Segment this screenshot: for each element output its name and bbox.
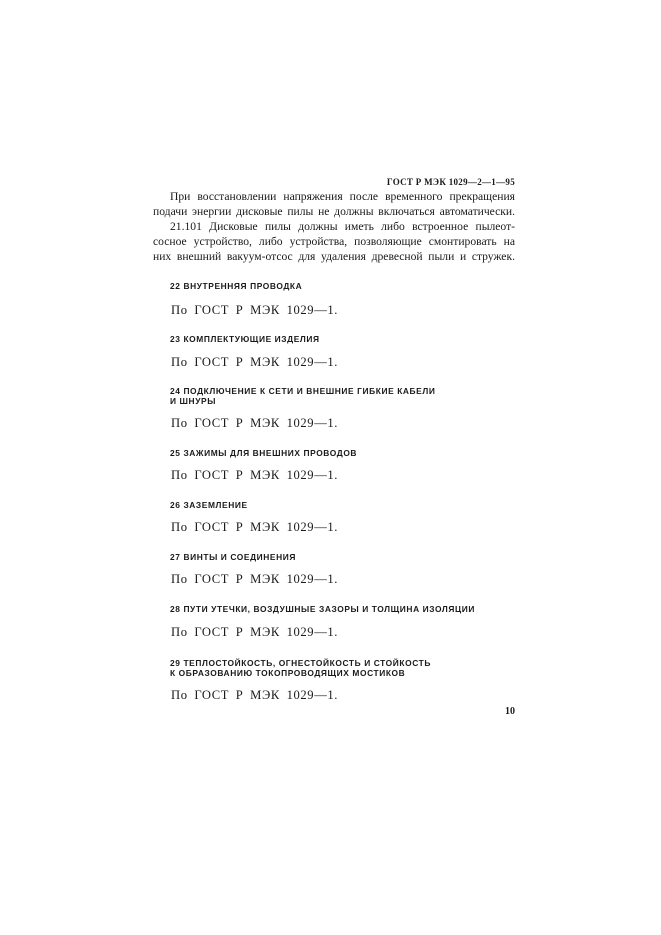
section-reference-29: По ГОСТ Р МЭК 1029—1. — [171, 688, 339, 702]
section-reference-25: По ГОСТ Р МЭК 1029—1. — [171, 468, 339, 482]
section-heading-27: 27 ВИНТЫ И СОЕДИНЕНИЯ — [170, 552, 296, 562]
section-reference-24: По ГОСТ Р МЭК 1029—1. — [171, 416, 339, 430]
section-heading-22: 22 ВНУТРЕННЯЯ ПРОВОДКА — [170, 281, 303, 291]
section-heading-25: 25 ЗАЖИМЫ ДЛЯ ВНЕШНИХ ПРОВОДОВ — [170, 448, 358, 458]
section-reference-22: По ГОСТ Р МЭК 1029—1. — [171, 303, 339, 317]
section-heading-28: 28 ПУТИ УТЕЧКИ, ВОЗДУШНЫЕ ЗАЗОРЫ И ТОЛЩИНА ИЗОЛЯЦИИ — [170, 604, 475, 614]
section-heading-29-line2: К ОБРАЗОВАНИЮ ТОКОПРОВОДЯЩИХ МОСТИКОВ — [170, 668, 406, 678]
section-reference-23: По ГОСТ Р МЭК 1029—1. — [171, 355, 339, 369]
section-reference-27: По ГОСТ Р МЭК 1029—1. — [171, 572, 339, 586]
paragraph-line: подачи энергии дисковые пилы не должны включаться автоматически. — [153, 205, 515, 218]
paragraph-line: них внешний вакуум-отсос для удаления древесной пыли и стружек. — [153, 250, 515, 263]
paragraph-line: 21.101 Дисковые пилы должны иметь либо встроенное пылеот- — [170, 220, 515, 233]
paragraph-line: При восстановлении напряжения после временного прекращения — [170, 190, 515, 203]
section-heading-24: 24 ПОДКЛЮЧЕНИЕ К СЕТИ И ВНЕШНИЕ ГИБКИЕ КАБЕЛИ — [170, 386, 436, 396]
clause-21-101 — [153, 219, 515, 264]
section-heading-29: 29 ТЕПЛОСТОЙКОСТЬ, ОГНЕСТОЙКОСТЬ И СТОЙКОСТЬ — [170, 658, 432, 668]
intro-paragraph — [153, 189, 515, 219]
page-number: 10 — [505, 706, 515, 717]
paragraph-line: сосное устройство, либо устройства, позволяющие смонтировать на — [153, 235, 515, 248]
section-heading-26: 26 ЗАЗЕМЛЕНИЕ — [170, 500, 248, 510]
section-heading-23: 23 КОМПЛЕКТУЮЩИЕ ИЗДЕЛИЯ — [170, 334, 320, 344]
section-heading-24-line2: И ШНУРЫ — [170, 396, 217, 406]
section-reference-26: По ГОСТ Р МЭК 1029—1. — [171, 520, 339, 534]
running-head: ГОСТ Р МЭК 1029—2—1—95 — [386, 177, 515, 187]
section-reference-28: По ГОСТ Р МЭК 1029—1. — [171, 625, 339, 639]
